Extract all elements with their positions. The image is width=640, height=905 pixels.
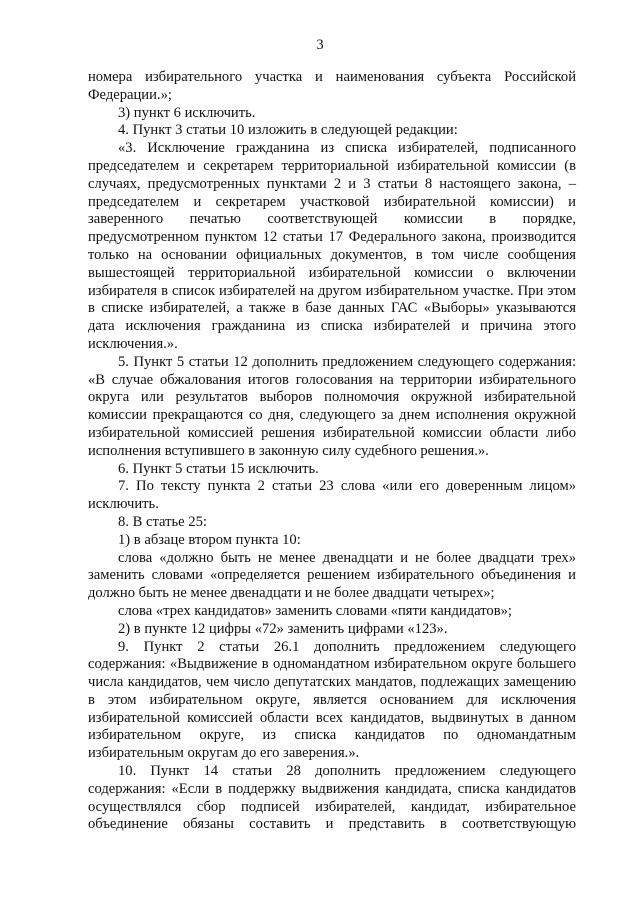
paragraph: «3. Исключение гражданина из списка избирателей, подписанного председателем и секретарем территориальной избирательной комиссии (в случаях, предусмотренных пунктами 2 и 3 статьи 8 настоящего закона, – председателем и секретарем участковой избирательной комиссии) и заверенного печатью соответствующей комиссии в порядке, предусмотренном пунктом 12 статьи 17 Федерального закона, производится только на основании официальных документов, в том числе сообщения вышестоящей территориальной избирательной комиссии о включении избирателя в список избирателей на другом избирательном участке. При этом в списке избирателей, а также в базе данных ГАС «Выборы» указываются дата исключения гражданина из списка избирателей и причина этого исключения.».	[88, 140, 576, 352]
paragraph: 4. Пункт 3 статьи 10 изложить в следующей редакции:	[118, 122, 458, 139]
paragraph: 8. В статье 25:	[118, 513, 207, 530]
paragraph: слова «должно быть не менее двенадцати и не более двадцати трех» заменить словами «определяется решением избирательного объединения и должно быть не менее двенадцати и не более двадцати четырех»;	[88, 549, 576, 602]
page-number: 3	[316, 37, 324, 53]
paragraph: 9. Пункт 2 статьи 26.1 дополнить предложением следующего содержания: «Выдвижение в одномандатном избирательном округе большего числа кандидатов, чем число депутатских мандатов, подлежащих замещению в этом избирательном округе, является основанием для исключения избирательной комиссией области всех кандидатов, выдвинутых в данном избирательном округе, из списка кандидатов по одномандатным избирательным округам до его заверения.».	[88, 638, 576, 762]
paragraph: номера избирательного участка и наименования субъекта Российской Федерации.»;	[88, 69, 576, 103]
paragraph: 5. Пункт 5 статьи 12 дополнить предложением следующего содержания: «В случае обжалования итогов голосования на территории избирательного округа или результатов выборов полномочия окружной избирательной комиссии прекращаются со дня, следующего за днем исполнения окружной избирательной комиссией решения избирательной комиссии области либо исполнения вступившего в законную силу судебного решения.».	[88, 353, 576, 459]
paragraph: 2) в пункте 12 цифры «72» заменить цифрами «123».	[118, 620, 448, 637]
paragraph: 3) пункт 6 исключить.	[118, 104, 256, 121]
paragraph: слова «трех кандидатов» заменить словами «пяти кандидатов»;	[118, 602, 512, 619]
paragraph: 1) в абзаце втором пункта 10:	[118, 531, 301, 548]
paragraph: 7. По тексту пункта 2 статьи 23 слова «или его доверенным лицом» исключить.	[88, 478, 576, 513]
document-body	[88, 69, 576, 834]
paragraph: 6. Пункт 5 статьи 15 исключить.	[118, 460, 319, 477]
paragraph-continues: 10. Пункт 14 статьи 28 дополнить предложением следующего содержания: «Если в поддержку выдвижения кандидата, списка кандидатов осуществлялся сбор подписей избирателей, кандидат, избирательное объединение обязаны составить и представить в соответствующую	[88, 763, 576, 833]
